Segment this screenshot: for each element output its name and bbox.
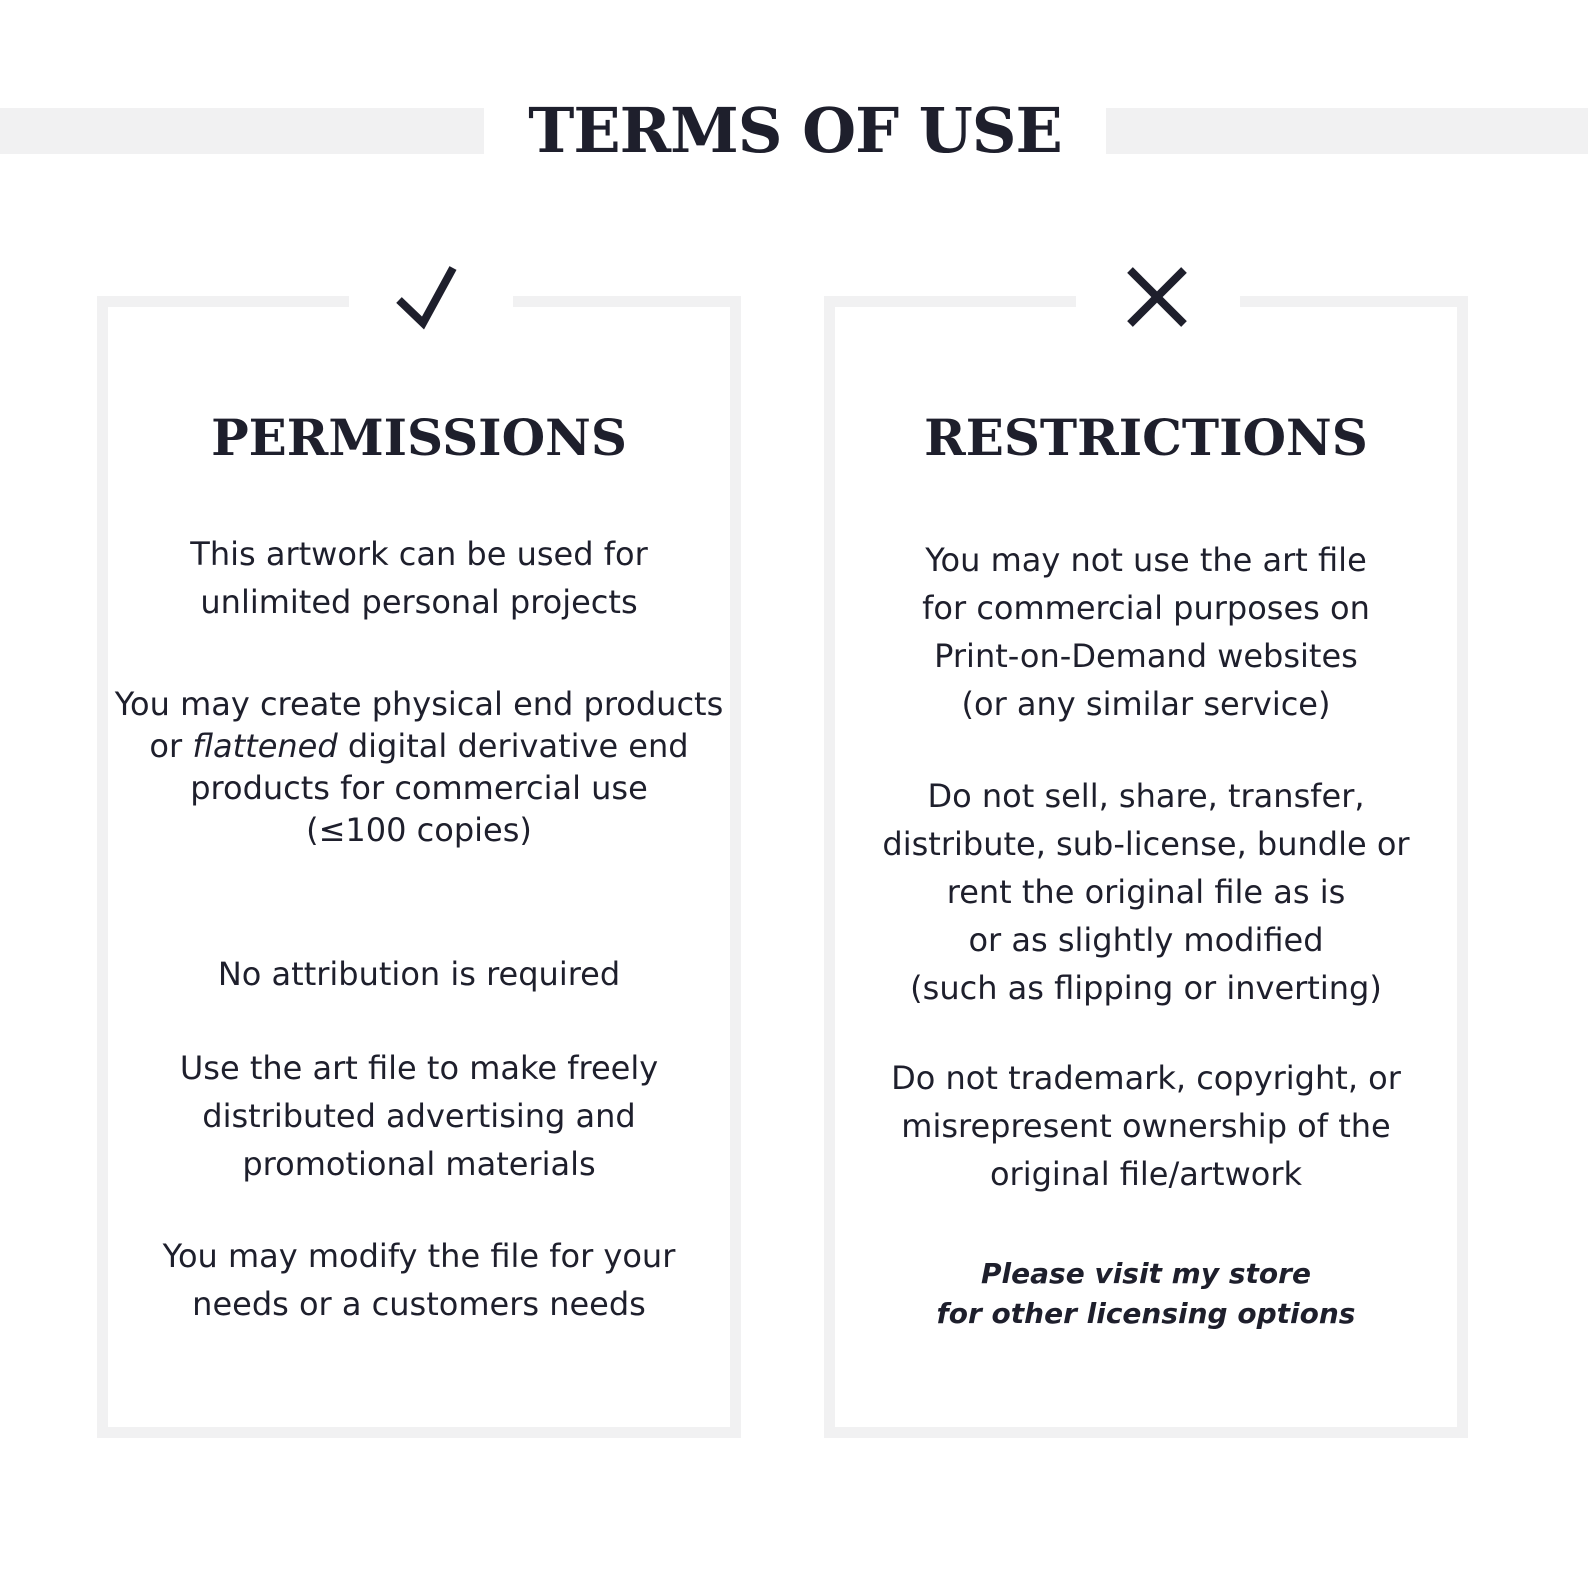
permission-text: You may create physical end products or [114, 685, 724, 765]
permission-item [109, 530, 729, 626]
permission-line: unlimited personal projects [200, 583, 638, 621]
permissions-card-top-border-right [513, 296, 741, 307]
permissions-heading: PERMISSIONS [211, 408, 627, 467]
permission-line: distributed advertising and [202, 1097, 636, 1135]
permission-line: needs or a customers needs [192, 1285, 646, 1323]
restriction-item [836, 1054, 1456, 1198]
page-title: TERMS OF USE [528, 94, 1062, 167]
permission-item [109, 950, 729, 998]
restriction-line: Do not sell, share, transfer, [927, 777, 1365, 815]
restrictions-heading: RESTRICTIONS [924, 408, 1368, 467]
restrictions-card-top-border-left [824, 296, 1076, 307]
permission-line: No attribution is required [217, 955, 621, 993]
restriction-item [836, 772, 1456, 1012]
permission-text: digital derivative end products for commercial use [190, 727, 689, 807]
licensing-note [836, 1254, 1456, 1334]
restriction-item [836, 536, 1456, 728]
restriction-line: or as slightly modified [968, 921, 1324, 959]
permission-item [109, 683, 729, 851]
permission-emphasis: flattened [192, 727, 338, 765]
restriction-line: misrepresent ownership of the [901, 1107, 1391, 1145]
restriction-line: rent the original file as is [946, 873, 1346, 911]
restriction-line: You may not use the art file [925, 541, 1367, 579]
checkmark-icon [391, 260, 471, 340]
restriction-line: (or any similar service) [961, 685, 1331, 723]
cross-icon [1117, 260, 1197, 340]
restrictions-card-top-border-right [1240, 296, 1468, 307]
permission-line: Use the art file to make freely [179, 1049, 659, 1087]
restriction-line: (such as flipping or inverting) [910, 969, 1382, 1007]
licensing-note-line: Please visit my store [981, 1257, 1311, 1290]
restriction-line: distribute, sub-license, bundle or [882, 825, 1410, 863]
permission-line: You may modify the file for your [162, 1237, 676, 1275]
restriction-line: Do not trademark, copyright, or [891, 1059, 1401, 1097]
restriction-line: for commercial purposes on [922, 589, 1370, 627]
permissions-card-top-border-left [97, 296, 349, 307]
permission-item [109, 1044, 729, 1188]
restriction-line: Print-on-Demand websites [934, 637, 1358, 675]
permission-item [109, 1232, 729, 1328]
restriction-line: original file/artwork [989, 1155, 1303, 1193]
licensing-note-line: for other licensing options [936, 1297, 1356, 1330]
title-divider-left [0, 108, 484, 154]
title-divider-right [1106, 108, 1588, 154]
permission-line: This artwork can be used for [190, 535, 648, 573]
permission-line: promotional materials [242, 1145, 596, 1183]
permission-note: (≤100 copies) [306, 811, 532, 849]
